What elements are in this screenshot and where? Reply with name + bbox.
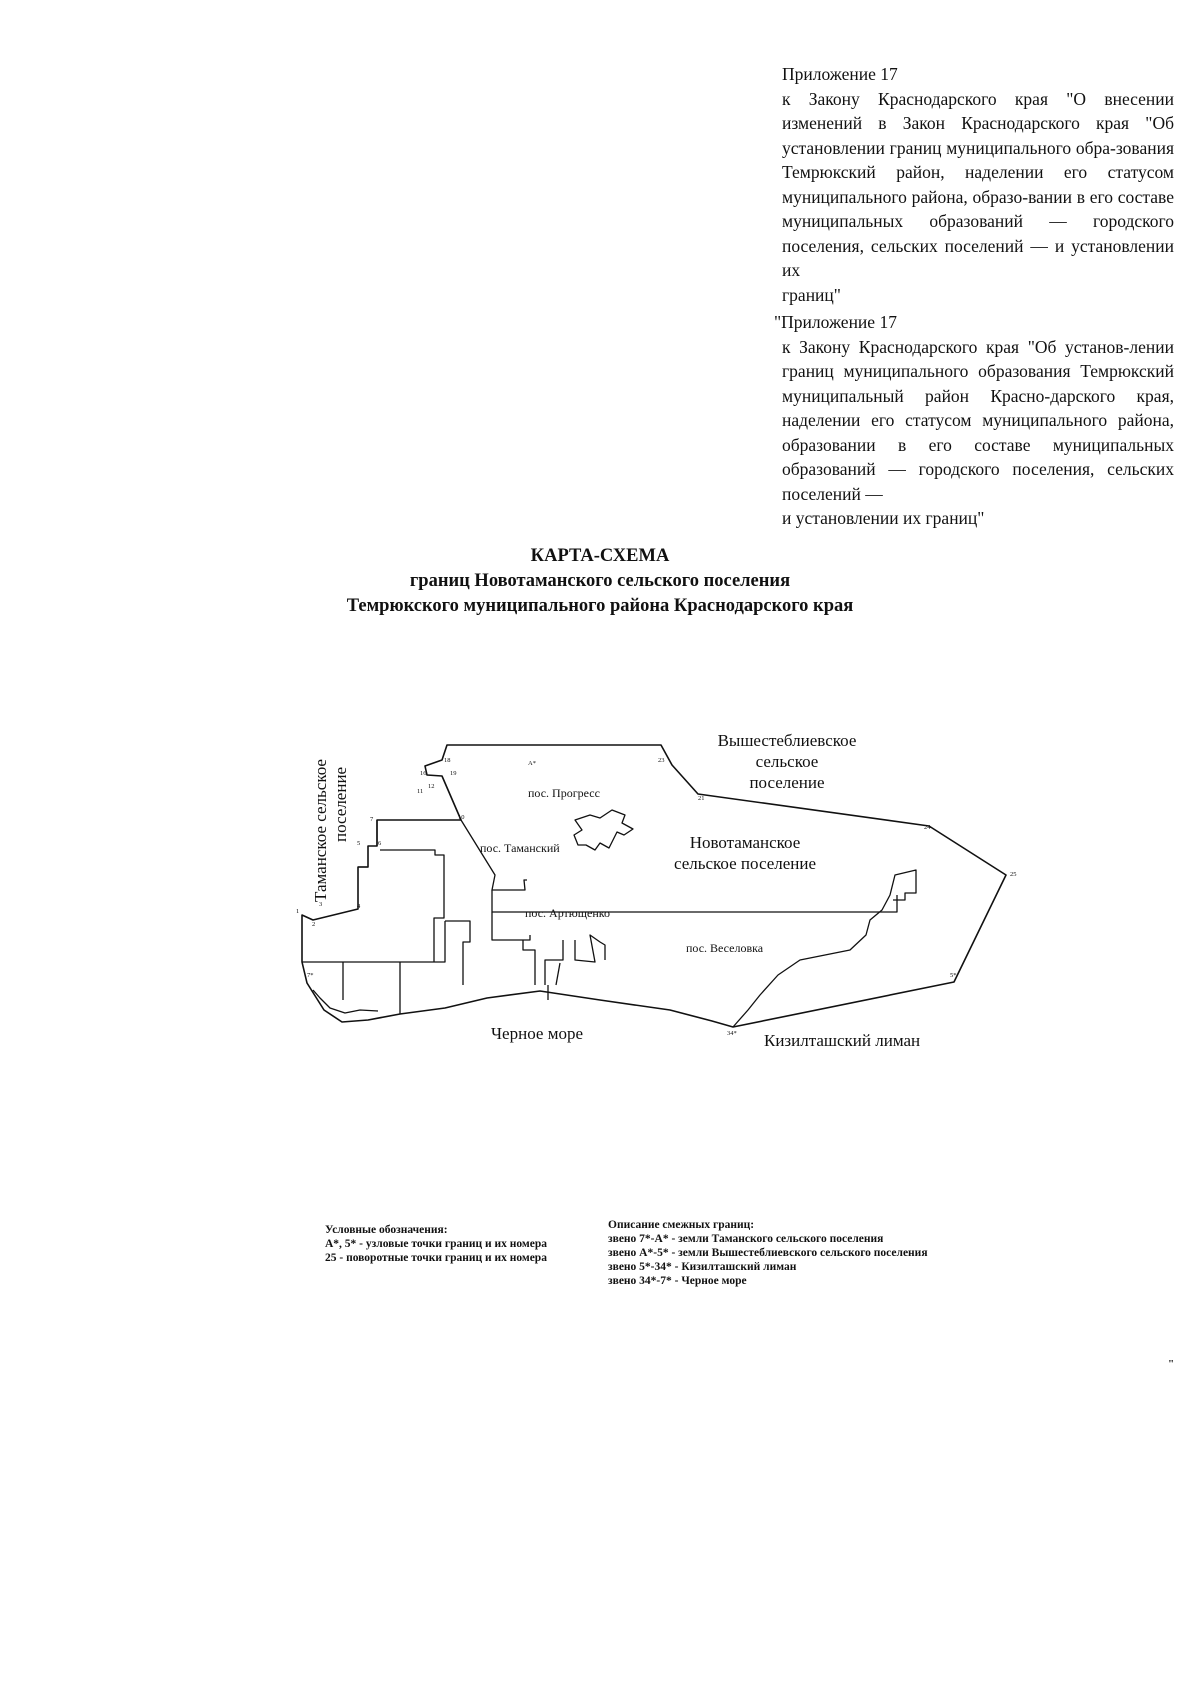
legend-turn-points: 25 - поворотные точки границ и их номера [325,1252,547,1264]
title-line-2: границ Новотаманского сельского поселения [409,571,791,591]
point-label: 16 [420,770,427,777]
point-label: 2 [312,921,316,928]
settlement-progress: пос. Прогресс [528,786,600,800]
appendix-body-end: границ" [782,284,841,305]
region-main-line1: Новотаманское [689,833,801,852]
appendix-body-end: и установлении их границ" [782,508,985,528]
point-label: 19 [450,770,457,777]
point-label: 24 [924,824,931,831]
point-label: 7* [307,972,314,979]
settlement-artyushchenko: пос. Артющенко [525,906,610,920]
point-label: 18 [444,757,451,764]
legend [325,1223,547,1265]
title-line-1: КАРТА-СХЕМА [530,546,670,566]
point-label: 34* [727,1030,737,1037]
point-label: 11 [417,788,424,795]
point-label: 25 [1010,871,1017,878]
region-west-label [311,759,350,902]
settlement-veselovka: пос. Веселовка [686,941,764,955]
region-east-line3: поселение [749,773,825,792]
point-label: 23 [658,757,665,764]
liman-label: Кизилташский лиман [764,1031,921,1050]
region-main-line2: сельское поселение [673,854,817,873]
legend-node-points: А*, 5* - узловые точки границ и их номера [325,1238,548,1250]
settlement-boundary [302,745,1006,1027]
appendix-body: к Закону Краснодарского края "О внесении изменений в Закон Краснодарского края "Об установлении границ муниципального обра-зования Темрюкский район, наделении его статусом муниципального района, образо-вании в его составе муниципальных образований — городского поселения, сельских поселений — и установлении их [782,88,1174,280]
point-label: 6 [378,840,382,847]
boundary-point-labels [296,757,1017,1037]
point-label: A* [528,760,536,767]
settlement-tamansky: пос. Таманский [480,841,560,855]
region-west-line2: поселение [331,766,350,842]
point-label: 5 [357,840,361,847]
adjacent-item: звено 7*-А* - земли Таманского сельского поселения [608,1233,884,1245]
appendix-heading: "Приложение 17 [774,312,897,332]
point-label: 10 [458,814,465,821]
appendix-body: к Закону Краснодарского края "Об установ-лении границ муниципального образования Темрюкский муниципальный район Красно-дарского края, наделении его статусом муниципального района, образовании в его составе муниципальных образований — городского поселения, сельских поселений — [782,336,1174,504]
point-label: 4 [357,903,361,910]
region-west-line1: Таманское сельское [311,759,330,902]
point-label: 3 [319,901,323,908]
point-label: 5* [950,972,957,979]
adjacent-title: Описание смежных границ: [608,1219,755,1231]
region-east-line2: сельское [755,752,819,771]
region-east-line1: Вышестеблиевское [717,731,857,750]
legend-title: Условные обозначения: [325,1224,448,1236]
closing-quote-mark: " [1168,1358,1175,1370]
adjacent-item: звено 5*-34* - Кизилташский лиман [608,1261,797,1273]
adjacent-item: звено А*-5* - земли Вышестеблиевского сельского поселения [608,1247,928,1259]
sea-label: Черное море [491,1024,583,1043]
appendix-heading: Приложение 17 [782,64,898,84]
title-line-3: Темрюкского муниципального района Краснодарского края [346,596,854,616]
adjacent-item: звено 34*-7* - Черное море [608,1275,747,1287]
point-label: 1 [296,908,300,915]
point-label: 21 [698,795,705,802]
adjacent-boundaries [608,1218,928,1288]
point-label: 7 [370,816,374,823]
point-label: 12 [428,783,435,790]
